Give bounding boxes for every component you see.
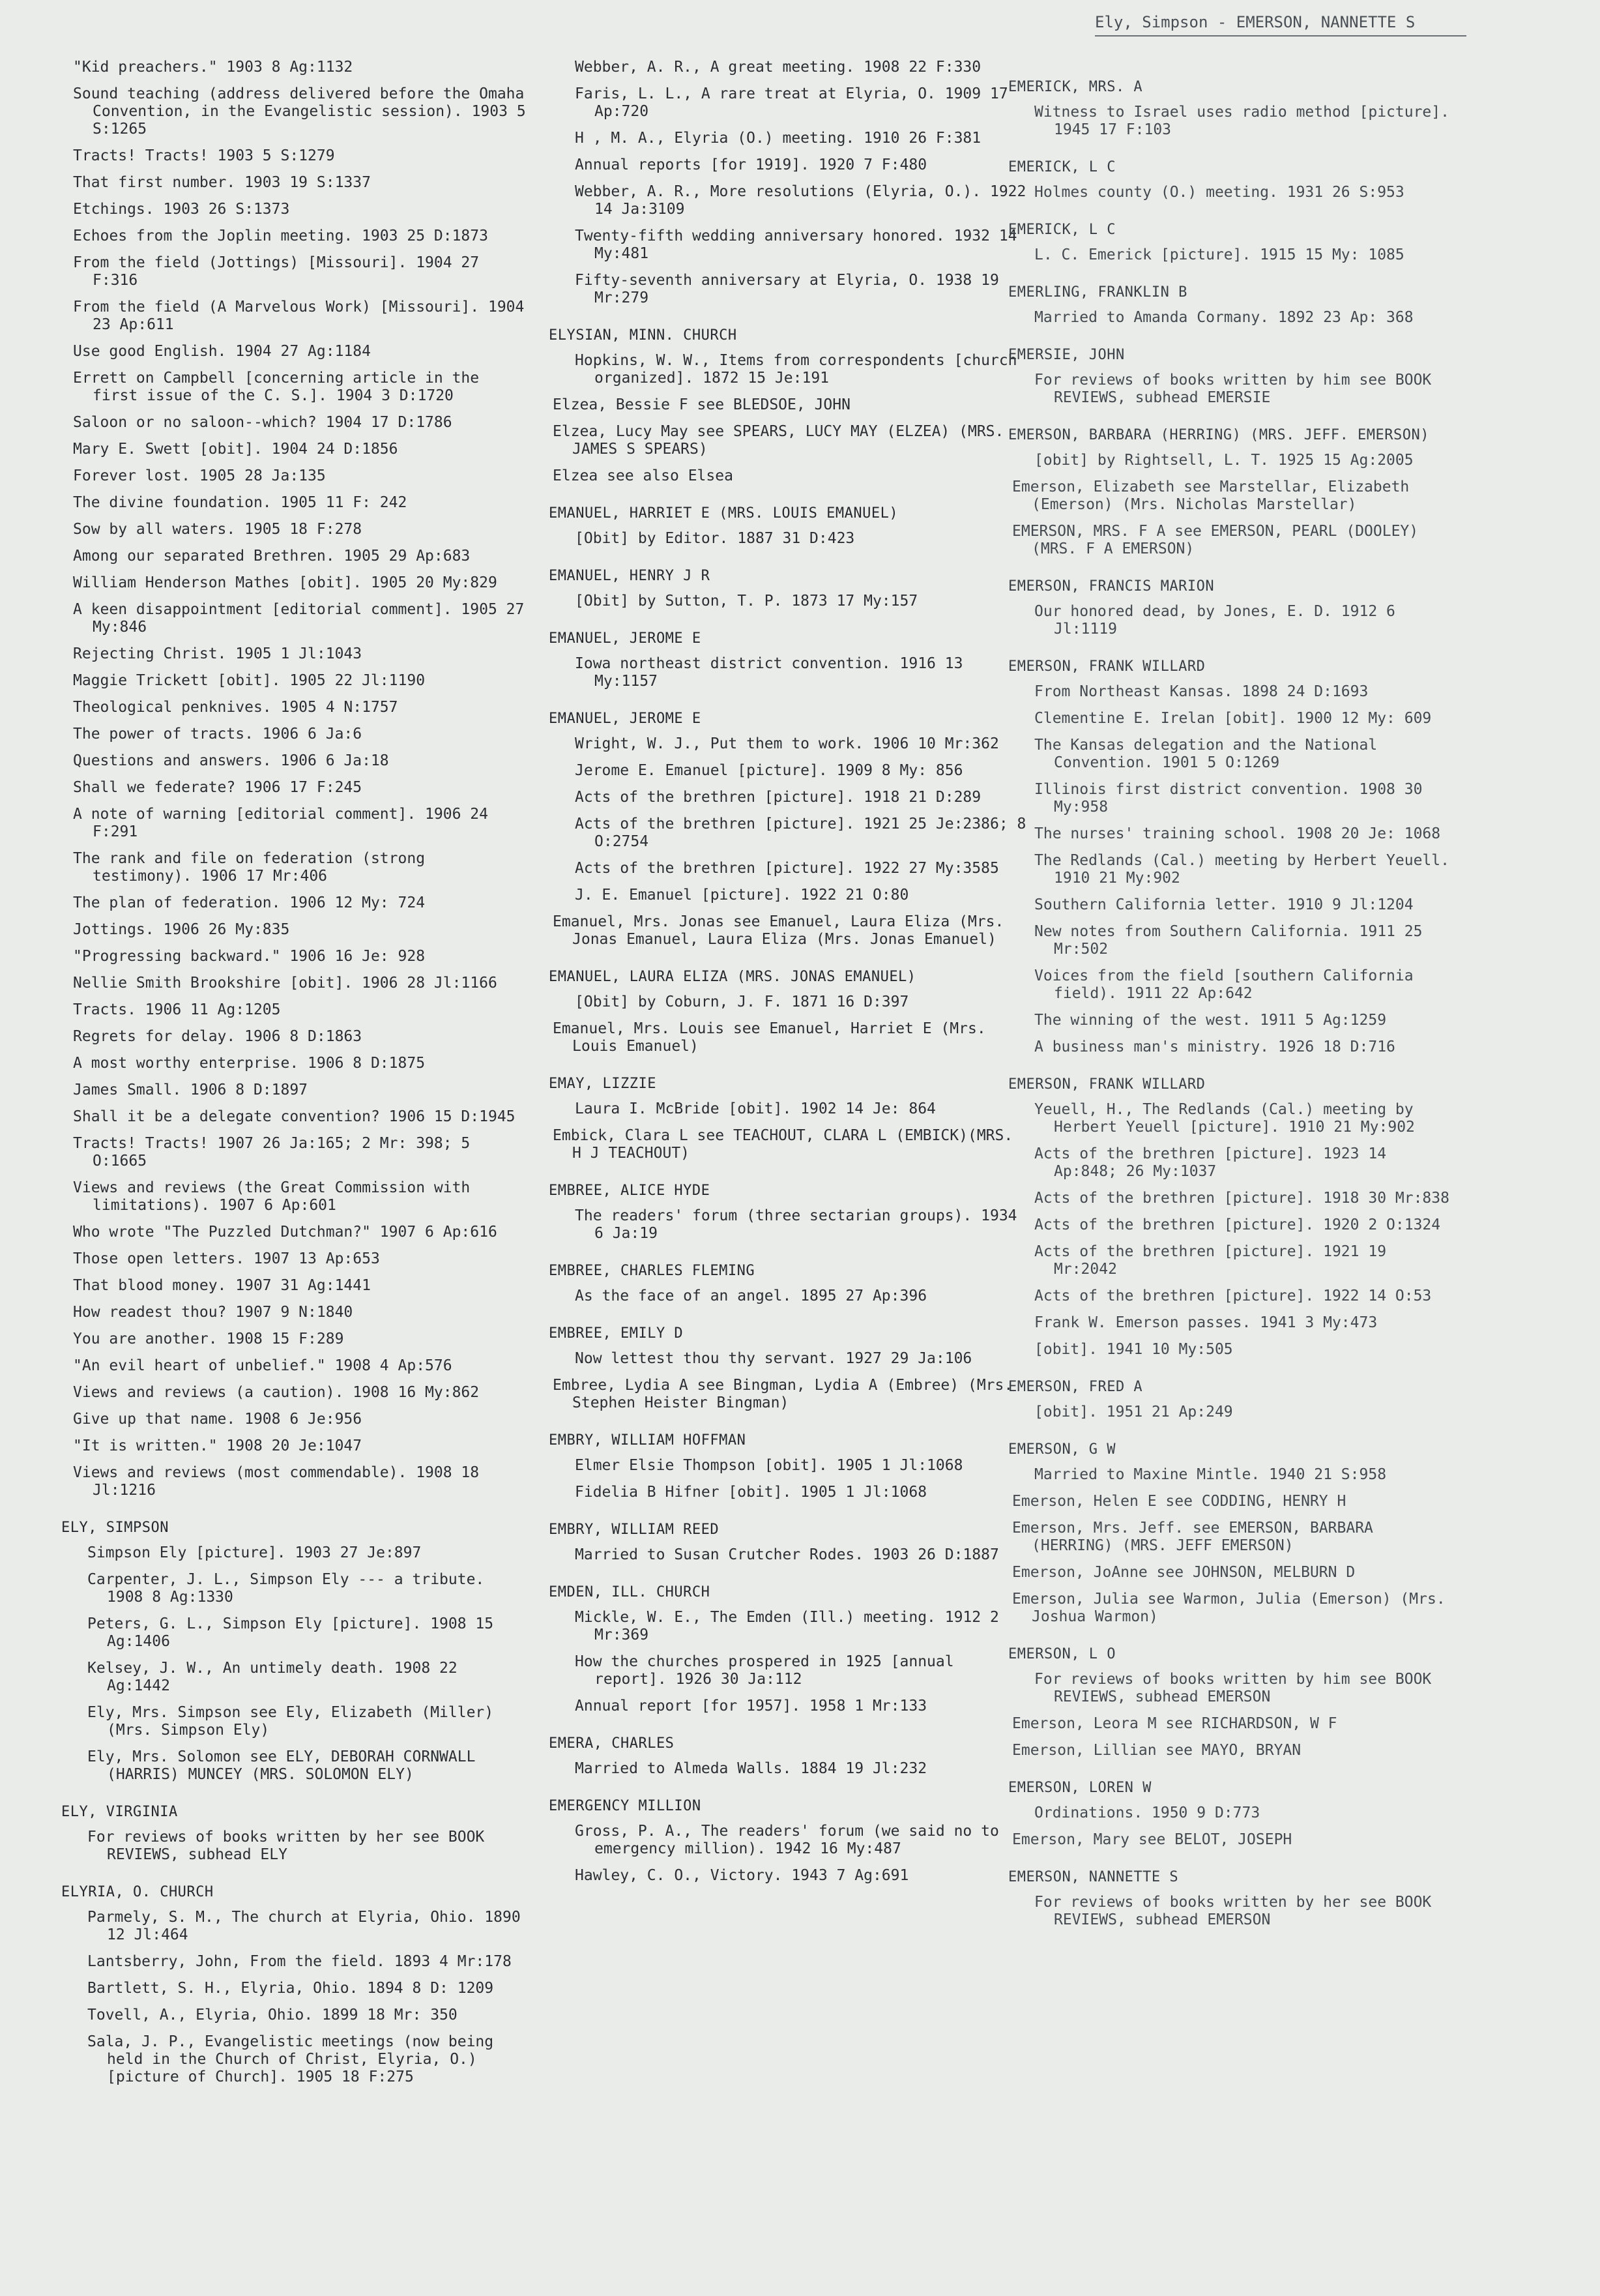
index-entry: Mickle, W. E., The Emden (Ill.) meeting. 1912 2 Mr:369 xyxy=(575,1609,999,1643)
index-heading: EMERSON, FRED A xyxy=(1008,1379,1143,1395)
index-entry: As the face of an angel. 1895 27 Ap:396 xyxy=(575,1288,927,1304)
index-entry: Acts of the brethren [picture]. 1918 30 Mr:838 xyxy=(1034,1190,1449,1207)
index-heading: EMERLING, FRANKLIN B xyxy=(1008,284,1187,301)
index-entry: Tracts. 1906 11 Ag:1205 xyxy=(73,1001,281,1018)
index-entry: Acts of the brethren [picture]. 1918 21 D:289 xyxy=(575,789,982,806)
index-entry: A business man's ministry. 1926 18 D:716 xyxy=(1034,1038,1395,1055)
index-entry: Sow by all waters. 1905 18 F:278 xyxy=(73,521,362,538)
index-entry: Shall it be a delegate convention? 1906 15 D:1945 xyxy=(73,1108,516,1125)
cross-reference: Emerson, JoAnne see JOHNSON, MELBURN D xyxy=(1012,1564,1356,1581)
index-entry: The readers' forum (three sectarian groups). 1934 6 Ja:19 xyxy=(575,1207,1017,1242)
index-entry: Errett on Campbell [concerning article in the first issue of the C. S.]. 1904 3 D:1720 xyxy=(73,370,480,404)
index-entry: Acts of the brethren [picture]. 1923 14 Ap:848; 26 My:1037 xyxy=(1034,1145,1387,1180)
index-entry: Hopkins, W. W., Items from correspondents [church organized]. 1872 15 Je:191 xyxy=(575,352,1017,387)
index-entry: Frank W. Emerson passes. 1941 3 My:473 xyxy=(1034,1314,1378,1331)
index-entry: Mary E. Swett [obit]. 1904 24 D:1856 xyxy=(73,441,398,458)
index-heading: EMERSON, L O xyxy=(1008,1646,1116,1662)
index-heading: EMERICK, MRS. A xyxy=(1008,79,1143,95)
cross-reference: Emanuel, Mrs. Louis see Emanuel, Harriet E (Mrs. Louis Emanuel) xyxy=(553,1020,986,1055)
index-entry: How the churches prospered in 1925 [annual report]. 1926 30 Ja:112 xyxy=(575,1653,954,1688)
index-entry: Simpson Ely [picture]. 1903 27 Je:897 xyxy=(87,1544,422,1561)
index-entry: Give up that name. 1908 6 Je:956 xyxy=(73,1411,362,1428)
index-entry: Saloon or no saloon--which? 1904 17 D:1786 xyxy=(73,414,452,431)
index-entry: Gross, P. A., The readers' forum (we said no to emergency million). 1942 16 My:487 xyxy=(575,1823,999,1857)
column-3 xyxy=(1008,59,1450,1938)
index-entry: [Obit] by Editor. 1887 31 D:423 xyxy=(575,530,855,547)
cross-reference: Emerson, Lillian see MAYO, BRYAN xyxy=(1012,1742,1302,1759)
cross-reference: Emanuel, Mrs. Jonas see Emanuel, Laura Eliza (Mrs. Jonas Emanuel, Laura Eliza (Mrs. Jonas Emanuel) xyxy=(553,913,1004,948)
cross-reference: Emerson, Helen E see CODDING, HENRY H xyxy=(1012,1493,1346,1510)
index-entry: [Obit] by Sutton, T. P. 1873 17 My:157 xyxy=(575,593,918,610)
cross-reference: Elzea see also Elsea xyxy=(553,467,733,484)
index-entry: You are another. 1908 15 F:289 xyxy=(73,1331,344,1347)
index-heading: EMERSON, LOREN W xyxy=(1008,1780,1152,1796)
cross-reference: Elzea, Bessie F see BLEDSOE, JOHN xyxy=(553,396,851,413)
index-entry: Laura I. McBride [obit]. 1902 14 Je: 864 xyxy=(575,1100,936,1117)
index-entry: From the field (A Marvelous Work) [Missouri]. 1904 23 Ap:611 xyxy=(73,299,525,333)
index-entry: The Kansas delegation and the National Convention. 1901 5 O:1269 xyxy=(1034,737,1378,771)
index-entry: Echoes from the Joplin meeting. 1903 25 D:1873 xyxy=(73,228,488,244)
index-entry: J. E. Emanuel [picture]. 1922 21 O:80 xyxy=(575,887,909,904)
index-entry: Tovell, A., Elyria, Ohio. 1899 18 Mr: 350 xyxy=(87,2007,458,2024)
index-entry: Etchings. 1903 26 S:1373 xyxy=(73,201,290,218)
index-entry: From the field (Jottings) [Missouri]. 1904 27 F:316 xyxy=(73,254,480,289)
index-entry: Now lettest thou thy servant. 1927 29 Ja:106 xyxy=(575,1350,972,1367)
index-entry: The winning of the west. 1911 5 Ag:1259 xyxy=(1034,1012,1387,1029)
index-entry: A most worthy enterprise. 1906 8 D:1875 xyxy=(73,1055,426,1072)
index-entry: A note of warning [editorial comment]. 1906 24 F:291 xyxy=(73,806,488,840)
index-entry: Those open letters. 1907 13 Ap:653 xyxy=(73,1250,380,1267)
index-heading: EMDEN, ILL. CHURCH xyxy=(549,1584,710,1600)
index-entry: Among our separated Brethren. 1905 29 Ap:683 xyxy=(73,548,471,565)
index-entry: Use good English. 1904 27 Ag:1184 xyxy=(73,343,371,360)
index-entry: Maggie Trickett [obit]. 1905 22 Jl:1190 xyxy=(73,672,426,689)
index-entry: Acts of the brethren [picture]. 1922 27 My:3585 xyxy=(575,860,999,877)
index-entry: The Redlands (Cal.) meeting by Herbert Yeuell. 1910 21 My:902 xyxy=(1034,852,1449,887)
index-entry: Southern California letter. 1910 9 Jl:1204 xyxy=(1034,896,1414,913)
index-entry: Witness to Israel uses radio method [picture]. 1945 17 F:103 xyxy=(1034,104,1449,138)
cross-reference: Emerson, Leora M see RICHARDSON, W F xyxy=(1012,1715,1337,1732)
index-entry: Webber, A. R., A great meeting. 1908 22 F:330 xyxy=(575,59,982,76)
index-entry: Married to Amanda Cormany. 1892 23 Ap: 368 xyxy=(1034,309,1414,326)
index-entry: Illinois first district convention. 1908 30 My:958 xyxy=(1034,781,1423,816)
index-entry: Ordinations. 1950 9 D:773 xyxy=(1034,1804,1260,1821)
index-entry: [obit]. 1951 21 Ap:249 xyxy=(1034,1404,1233,1420)
index-heading: EMERICK, L C xyxy=(1008,222,1116,238)
index-entry: From Northeast Kansas. 1898 24 D:1693 xyxy=(1034,683,1369,700)
index-heading: EMERICK, L C xyxy=(1008,159,1116,175)
cross-reference: Embick, Clara L see TEACHOUT, CLARA L (EMBICK)(MRS. H J TEACHOUT) xyxy=(553,1127,1013,1162)
index-entry: Iowa northeast district convention. 1916 13 My:1157 xyxy=(575,655,963,690)
index-heading: ELY, SIMPSON xyxy=(61,1520,169,1536)
index-entry: Kelsey, J. W., An untimely death. 1908 22 Ag:1442 xyxy=(87,1660,458,1694)
index-entry: Ely, Mrs. Solomon see ELY, DEBORAH CORNWALL (HARRIS) MUNCEY (MRS. SOLOMON ELY) xyxy=(87,1748,476,1783)
index-heading: EMBRY, WILLIAM HOFFMAN xyxy=(549,1432,746,1449)
index-entry: Elmer Elsie Thompson [obit]. 1905 1 Jl:1068 xyxy=(575,1457,963,1474)
index-entry: Sala, J. P., Evangelistic meetings (now being held in the Church of Christ, Elyria, O.) [picture of Church]. 1905 18 F:275 xyxy=(87,2033,494,2085)
index-entry: "It is written." 1908 20 Je:1047 xyxy=(73,1437,362,1454)
cross-reference: EMERSON, MRS. F A see EMERSON, PEARL (DOOLEY) (MRS. F A EMERSON) xyxy=(1012,523,1419,557)
index-entry: Bartlett, S. H., Elyria, Ohio. 1894 8 D: 1209 xyxy=(87,1980,494,1997)
index-heading: EMANUEL, LAURA ELIZA (MRS. JONAS EMANUEL) xyxy=(549,969,916,985)
index-entry: Webber, A. R., More resolutions (Elyria, O.). 1922 14 Ja:3109 xyxy=(575,183,1026,218)
cross-reference: Emerson, Elizabeth see Marstellar, Elizabeth (Emerson) (Mrs. Nicholas Marstellar) xyxy=(1012,478,1410,513)
index-entry: Annual report [for 1957]. 1958 1 Mr:133 xyxy=(575,1698,927,1715)
index-entry: The rank and file on federation (strong testimony). 1906 17 Mr:406 xyxy=(73,850,426,885)
index-entry: Tracts! Tracts! 1903 5 S:1279 xyxy=(73,147,335,164)
cross-reference: Emerson, Mary see BELOT, JOSEPH xyxy=(1012,1831,1292,1848)
running-head: Ely, Simpson - EMERSON, NANNETTE S xyxy=(1095,9,1466,37)
index-heading: EMANUEL, HENRY J R xyxy=(549,568,710,584)
index-entry: Who wrote "The Puzzled Dutchman?" 1907 6 Ap:616 xyxy=(73,1224,497,1241)
index-heading: EMERSIE, JOHN xyxy=(1008,347,1125,363)
index-entry: Yeuell, H., The Redlands (Cal.) meeting by Herbert Yeuell [picture]. 1910 21 My:902 xyxy=(1034,1101,1415,1136)
index-entry: Views and reviews (the Great Commission with limitations). 1907 6 Ap:601 xyxy=(73,1179,471,1214)
index-entry: Twenty-fifth wedding anniversary honored. 1932 14 My:481 xyxy=(575,228,1017,262)
index-heading: ELY, VIRGINIA xyxy=(61,1804,178,1820)
index-entry: "Kid preachers." 1903 8 Ag:1132 xyxy=(73,59,353,76)
index-heading: EMANUEL, HARRIET E (MRS. LOUIS EMANUEL) xyxy=(549,505,899,522)
index-entry: Fifty-seventh anniversary at Elyria, O. 1938 19 Mr:279 xyxy=(575,272,999,306)
index-entry: For reviews of books written by him see BOOK REVIEWS, subhead EMERSIE xyxy=(1034,372,1432,406)
index-entry: The plan of federation. 1906 12 My: 724 xyxy=(73,894,426,911)
index-entry: Views and reviews (a caution). 1908 16 My:862 xyxy=(73,1384,480,1401)
index-heading: EMANUEL, JEROME E xyxy=(549,711,701,727)
index-entry: Tracts! Tracts! 1907 26 Ja:165; 2 Mr: 398; 5 O:1665 xyxy=(73,1135,471,1170)
index-entry: Married to Susan Crutcher Rodes. 1903 26 D:1887 xyxy=(575,1546,999,1563)
index-entry: For reviews of books written by her see BOOK REVIEWS, subhead ELY xyxy=(87,1829,485,1863)
index-entry: New notes from Southern California. 1911 25 Mr:502 xyxy=(1034,923,1423,958)
index-entry: Married to Maxine Mintle. 1940 21 S:958 xyxy=(1034,1466,1387,1483)
index-heading: EMBRY, WILLIAM REED xyxy=(549,1522,720,1538)
index-entry: Faris, L. L., A rare treat at Elyria, O. 1909 17 Ap:720 xyxy=(575,85,1008,120)
index-heading: EMAY, LIZZIE xyxy=(549,1076,656,1092)
index-entry: Acts of the brethren [picture]. 1921 19 Mr:2042 xyxy=(1034,1243,1387,1278)
index-entry: Voices from the field [southern California field). 1911 22 Ap:642 xyxy=(1034,967,1414,1002)
index-entry: The nurses' training school. 1908 20 Je: 1068 xyxy=(1034,825,1441,842)
index-entry: Rejecting Christ. 1905 1 Jl:1043 xyxy=(73,645,362,662)
index-entry: The power of tracts. 1906 6 Ja:6 xyxy=(73,726,362,743)
index-entry: William Henderson Mathes [obit]. 1905 20 My:829 xyxy=(73,574,497,591)
index-entry: That first number. 1903 19 S:1337 xyxy=(73,174,371,191)
index-entry: Nellie Smith Brookshire [obit]. 1906 28 Jl:1166 xyxy=(73,975,497,992)
index-heading: EMERSON, BARBARA (HERRING) (MRS. JEFF. EMERSON) xyxy=(1008,427,1430,443)
index-entry: Carpenter, J. L., Simpson Ely --- a tribute. 1908 8 Ag:1330 xyxy=(87,1571,485,1606)
index-entry: [Obit] by Coburn, J. F. 1871 16 D:397 xyxy=(575,993,909,1010)
index-entry: "An evil heart of unbelief." 1908 4 Ap:576 xyxy=(73,1357,452,1374)
index-entry: Annual reports [for 1919]. 1920 7 F:480 xyxy=(575,156,927,173)
index-entry: Views and reviews (most commendable). 1908 18 Jl:1216 xyxy=(73,1464,480,1499)
index-entry: A keen disappointment [editorial comment]. 1905 27 My:846 xyxy=(73,601,525,636)
index-entry: James Small. 1906 8 D:1897 xyxy=(73,1082,308,1098)
index-entry: Peters, G. L., Simpson Ely [picture]. 1908 15 Ag:1406 xyxy=(87,1615,494,1650)
index-entry: Theological penknives. 1905 4 N:1757 xyxy=(73,699,398,716)
index-heading: ELYRIA, O. CHURCH xyxy=(61,1884,214,1900)
index-entry: "Progressing backward." 1906 16 Je: 928 xyxy=(73,948,426,965)
index-entry: How readest thou? 1907 9 N:1840 xyxy=(73,1304,353,1321)
index-entry: Acts of the brethren [picture]. 1922 14 O:53 xyxy=(1034,1288,1432,1304)
column-1 xyxy=(61,59,529,2095)
index-entry: Ely, Mrs. Simpson see Ely, Elizabeth (Miller) (Mrs. Simpson Ely) xyxy=(87,1704,494,1739)
index-entry: Jottings. 1906 26 My:835 xyxy=(73,921,290,938)
index-entry: The divine foundation. 1905 11 F: 242 xyxy=(73,494,407,511)
index-heading: EMERGENCY MILLION xyxy=(549,1798,701,1814)
index-heading: EMERSON, NANNETTE S xyxy=(1008,1869,1179,1885)
index-entry: Parmely, S. M., The church at Elyria, Ohio. 1890 12 Jl:464 xyxy=(87,1909,521,1943)
index-heading: EMBREE, EMILY D xyxy=(549,1325,684,1342)
cross-reference: Emerson, Julia see Warmon, Julia (Emerson) (Mrs. Joshua Warmon) xyxy=(1012,1591,1446,1625)
index-entry: Regrets for delay. 1906 8 D:1863 xyxy=(73,1028,362,1045)
cross-reference: Elzea, Lucy May see SPEARS, LUCY MAY (ELZEA) (MRS. JAMES S SPEARS) xyxy=(553,423,1004,458)
index-heading: EMANUEL, JEROME E xyxy=(549,630,701,647)
index-entry: Holmes county (O.) meeting. 1931 26 S:953 xyxy=(1034,184,1404,201)
index-heading: EMBREE, CHARLES FLEMING xyxy=(549,1263,755,1279)
index-entry: Our honored dead, by Jones, E. D. 1912 6 Jl:1119 xyxy=(1034,603,1395,638)
index-heading: EMERSON, FRANK WILLARD xyxy=(1008,658,1206,675)
index-entry: Acts of the brethren [picture]. 1921 25 Je:2386; 8 O:2754 xyxy=(575,816,1026,850)
index-entry: Jerome E. Emanuel [picture]. 1909 8 My: 856 xyxy=(575,762,963,779)
index-entry: Sound teaching (address delivered before the Omaha Convention, in the Evangelistic session). 1903 5 S:1265 xyxy=(73,85,526,138)
cross-reference: Embree, Lydia A see Bingman, Lydia A (Embree) (Mrs. Stephen Heister Bingman) xyxy=(553,1377,1013,1411)
index-entry: Married to Almeda Walls. 1884 19 Jl:232 xyxy=(575,1760,927,1777)
index-entry: Questions and answers. 1906 6 Ja:18 xyxy=(73,752,389,769)
index-entry: For reviews of books written by him see BOOK REVIEWS, subhead EMERSON xyxy=(1034,1671,1432,1705)
column-2 xyxy=(549,59,1030,1894)
index-entry: L. C. Emerick [picture]. 1915 15 My: 1085 xyxy=(1034,246,1404,263)
index-heading: EMERSON, G W xyxy=(1008,1441,1116,1458)
cross-reference: Emerson, Mrs. Jeff. see EMERSON, BARBARA (HERRING) (MRS. JEFF EMERSON) xyxy=(1012,1520,1373,1554)
index-entry: Forever lost. 1905 28 Ja:135 xyxy=(73,467,326,484)
index-entry: Acts of the brethren [picture]. 1920 2 O:1324 xyxy=(1034,1216,1441,1233)
index-entry: Clementine E. Irelan [obit]. 1900 12 My: 609 xyxy=(1034,710,1432,727)
index-entry: [obit]. 1941 10 My:505 xyxy=(1034,1341,1233,1358)
index-entry: For reviews of books written by her see BOOK REVIEWS, subhead EMERSON xyxy=(1034,1894,1432,1928)
index-heading: ELYSIAN, MINN. CHURCH xyxy=(549,327,737,344)
index-entry: Hawley, C. O., Victory. 1943 7 Ag:691 xyxy=(575,1867,909,1884)
index-entry: Shall we federate? 1906 17 F:245 xyxy=(73,779,362,796)
index-entry: [obit] by Rightsell, L. T. 1925 15 Ag:2005 xyxy=(1034,452,1414,469)
index-entry: H , M. A., Elyria (O.) meeting. 1910 26 F:381 xyxy=(575,130,982,147)
index-heading: EMBREE, ALICE HYDE xyxy=(549,1183,710,1199)
index-entry: Lantsberry, John, From the field. 1893 4 Mr:178 xyxy=(87,1953,512,1970)
index-heading: EMERSON, FRANK WILLARD xyxy=(1008,1076,1206,1093)
index-heading: EMERA, CHARLES xyxy=(549,1735,675,1752)
index-entry: That blood money. 1907 31 Ag:1441 xyxy=(73,1277,371,1294)
index-entry: Fidelia B Hifner [obit]. 1905 1 Jl:1068 xyxy=(575,1484,927,1501)
index-heading: EMERSON, FRANCIS MARION xyxy=(1008,578,1215,595)
index-entry: Wright, W. J., Put them to work. 1906 10 Mr:362 xyxy=(575,735,999,752)
